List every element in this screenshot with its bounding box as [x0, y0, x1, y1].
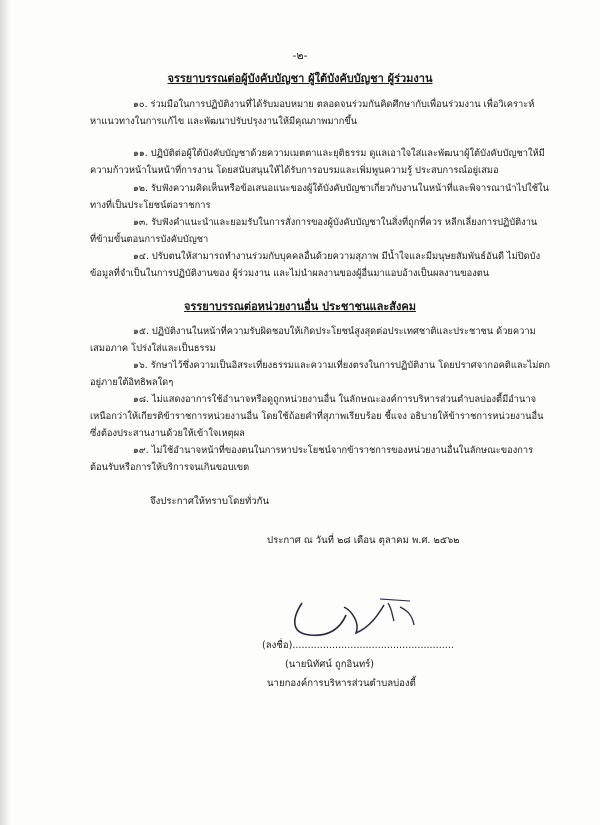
clause-line: ๑๐. ร่วมมือในการปฏิบัติงานที่ได้รับมอบหมาย ตลอดจนร่วมกันคิดศึกษากับเพื่อนร่วมงาน เพื่อวิเคราะห์ — [133, 99, 535, 110]
clause-line: ๑๙. ไม่ใช้อำนาจหน้าที่ของตนในการหาประโยชน์จากข้าราชการของหน่วยงานอื่นในลักษณะของการ — [133, 445, 534, 456]
clause-line: ๑๓. รับฟังคำแนะนำและยอมรับในการสั่งการของผู้บังคับบัญชาในสิ่งที่ถูกที่ควร หลีกเลี่ยงการปฏิบัติงาน — [133, 217, 538, 228]
clause-15 — [90, 323, 560, 357]
signatory-name: (นายนิทัศน์ ถูกอินทร์) — [285, 659, 375, 670]
clause-line: ๑๕. ปฏิบัติงานในหน้าที่ความรับผิดชอบให้เกิดประโยชน์สูงสุดต่อประเทศชาติและประชาชน ด้วยความ — [133, 326, 536, 337]
clause-line: ความก้าวหน้าในหน้าที่การงาน โดยสนับสนุนให้ได้รับการอบรมและเพิ่มพูนความรู้ ประสบการณ์อยู่เสมอ — [90, 165, 499, 176]
clause-18 — [90, 391, 560, 442]
clause-line: หาแนวทางในการแก้ไข และพัฒนาปรับปรุงงานให้มีคุณภาพมากขึ้น — [90, 116, 358, 127]
clause-line: ๑๒. รับฟังความคิดเห็นหรือข้อเสนอแนะของผู้ใต้บังคับบัญชาเกี่ยวกับงานในหน้าที่และพิจารณานำไปใช้ใน — [133, 183, 549, 194]
clause-line: ๑๔. ปรับตนให้สามารถทำงานร่วมกับบุคคลอื่นด้วยความสุภาพ มีน้ำใจและมีมนุษยสัมพันธ์อันดี ไม่ปิดบัง — [133, 251, 541, 262]
clause-line: ๑๖. รักษาไว้ซึ่งความเป็นอิสระเที่ยงธรรมและความเที่ยงตรงในการปฏิบัติงาน โดยปราศจากอคติและไม่ตก — [133, 360, 550, 371]
clause-11 — [90, 145, 560, 179]
clause-line: ต้อนรับหรือการให้บริการจนเกินขอบเขต — [90, 462, 250, 473]
scan-edge-shadow — [0, 0, 10, 825]
signatory-position: นายกองค์การบริหารส่วนตำบลบ่องตี้ — [267, 678, 416, 689]
clause-line: อยู่ภายใต้อิทธิพลใดๆ — [90, 377, 174, 388]
clause-line: ที่ข้ามขั้นตอนการบังคับบัญชา — [90, 234, 209, 245]
clause-12 — [90, 180, 560, 214]
clause-line: ซึ่งต้องประสานงานด้วยให้เข้าใจเหตุผล — [90, 428, 245, 439]
clause-line: เหนือกว่าให้เกียรติข้าราชการหน่วยงานอื่น โดยใช้ถ้อยคำที่สุภาพเรียบร้อย ชี้แจง อธิบายให้ข้าราชการหน่วยงานอื่น — [90, 411, 544, 422]
clause-14 — [90, 248, 560, 282]
clause-line: เสมอภาค โปร่งใส่และเป็นธรรม — [90, 343, 216, 354]
announcement-date: ประกาศ ณ วันที่ ๒๘ เดือน ตุลาคม พ.ศ. ๒๕๖๒ — [267, 535, 460, 546]
clause-10 — [90, 96, 560, 130]
clause-16 — [90, 357, 560, 391]
closing-statement: จึงประกาศให้ทราบโดยทั่วกัน — [150, 496, 270, 507]
clause-19 — [90, 442, 560, 476]
clause-line: ข้อมูลที่จำเป็นในการปฏิบัติงานของ ผู้ร่วมงาน และไม่นำผลงานของผู้อื่นมาแอบอ้างเป็นผลงานของตน — [90, 268, 490, 279]
handwritten-signature — [280, 585, 440, 645]
clause-13 — [90, 214, 560, 248]
clause-line: ๑๑. ปฏิบัติต่อผู้ใต้บังคับบัญชาด้วยความเมตตาและยุติธรรม ดูแลเอาใจใส่และพัฒนาผู้ใต้บังคับบัญชาให้มี — [133, 148, 545, 159]
clause-line: ๑๘. ไม่แสดงอาการใช้อำนาจหรือดูถูกหน่วยงานอื่น ในลักษณะองค์การบริหารส่วนตำบลบ่องตี้มีอำนาจ — [133, 394, 537, 405]
section-heading-superiors: จรรยาบรรณต่อผู้บังคับบัญชา ผู้ใต้บังคับบัญชา ผู้ร่วมงาน — [167, 72, 433, 85]
section-heading-public: จรรยาบรรณต่อหน่วยงานอื่น ประชาชนและสังคม — [184, 300, 416, 313]
clause-line: ทางที่เป็นประโยชน์ต่อราชการ — [90, 200, 211, 211]
page-number: -๒- — [292, 49, 308, 62]
signature-line: (ลงชื่อ)..................................................... — [262, 640, 454, 651]
